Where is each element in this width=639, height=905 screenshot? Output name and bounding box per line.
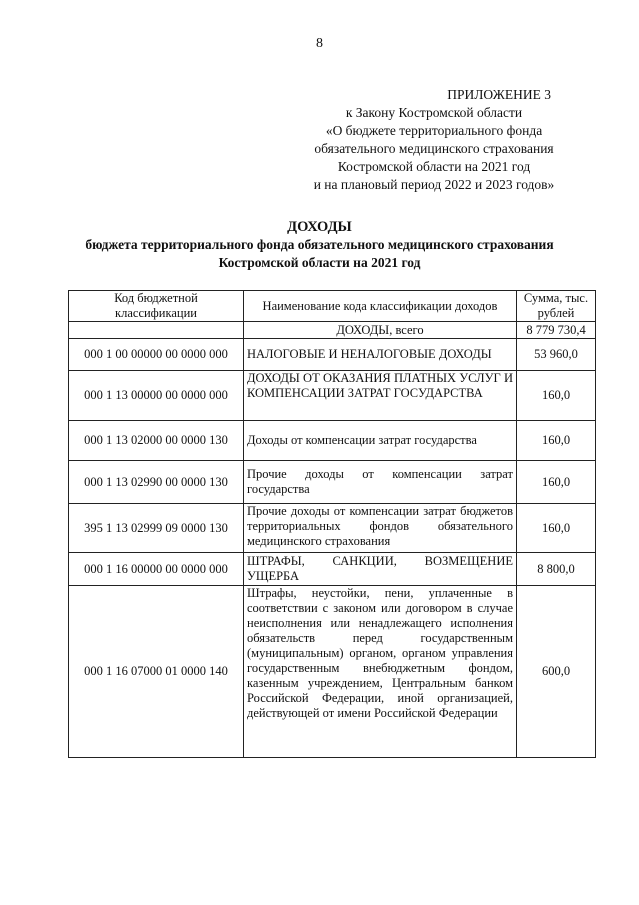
table-row (69, 553, 596, 586)
table-row-total (69, 322, 596, 339)
appendix-block (269, 86, 599, 194)
appendix-line: и на плановый период 2022 и 2023 годов» (313, 177, 555, 192)
appendix-line: Костромской области на 2021 год (337, 159, 531, 174)
heading-title: ДОХОДЫ (287, 219, 352, 235)
total-sum: 8 779 730,4 (517, 322, 596, 339)
table-row (69, 339, 596, 371)
row-name: Доходы от компенсации затрат государства (244, 421, 517, 461)
table-row (69, 461, 596, 504)
table-header-row (69, 291, 596, 322)
row-sum: 8 800,0 (517, 553, 596, 586)
row-code: 000 1 00 00000 00 0000 000 (69, 339, 244, 371)
header-name: Наименование кода классификации доходов (244, 291, 517, 322)
row-code: 000 1 13 02000 00 0000 130 (69, 421, 244, 461)
row-code: 000 1 16 07000 01 0000 140 (69, 586, 244, 758)
appendix-title: ПРИЛОЖЕНИЕ 3 (447, 87, 551, 102)
page-number: 8 (316, 36, 323, 51)
row-code: 000 1 16 00000 00 0000 000 (69, 553, 244, 586)
row-name: Штрафы, неустойки, пени, уплаченные в соответствии с законом или договором в случае неисполнения или ненадлежащего исполнения обязательств перед государственным (муниципальным) органом, органом управления государственным внебюджетным фондом, казенным учреждением, Центральным банком Российской Федерации, иной организацией, действующей от имени Российской Федерации (244, 586, 517, 758)
row-code: 395 1 13 02999 09 0000 130 (69, 504, 244, 553)
row-code: 000 1 13 02990 00 0000 130 (69, 461, 244, 504)
appendix-line: «О бюджете территориального фонда (325, 123, 543, 138)
row-sum: 160,0 (517, 371, 596, 421)
row-sum: 53 960,0 (517, 339, 596, 371)
header-sum: Сумма, тыс. рублей (517, 291, 596, 322)
heading-line: бюджета территориального фонда обязательного медицинского страхования (85, 237, 554, 252)
row-name: ШТРАФЫ, САНКЦИИ, ВОЗМЕЩЕНИЕ УЩЕРБА (244, 553, 517, 586)
row-sum: 600,0 (517, 586, 596, 758)
document-heading (0, 218, 639, 272)
row-sum: 160,0 (517, 461, 596, 504)
row-name: НАЛОГОВЫЕ И НЕНАЛОГОВЫЕ ДОХОДЫ (244, 339, 517, 371)
total-label: ДОХОДЫ, всего (244, 322, 517, 339)
table-row (69, 371, 596, 421)
table-row (69, 586, 596, 758)
appendix-line: обязательного медицинского страхования (314, 141, 554, 156)
header-code: Код бюджетной классификации (69, 291, 244, 322)
row-sum: 160,0 (517, 421, 596, 461)
income-table (68, 290, 596, 758)
row-sum: 160,0 (517, 504, 596, 553)
table-row (69, 504, 596, 553)
row-name: Прочие доходы от компенсации затрат бюджетов территориальных фондов обязательного медицинского страхования (244, 504, 517, 553)
row-name: ДОХОДЫ ОТ ОКАЗАНИЯ ПЛАТНЫХ УСЛУГ И КОМПЕНСАЦИИ ЗАТРАТ ГОСУДАРСТВА (244, 371, 517, 421)
heading-line: Костромской области на 2021 год (218, 255, 421, 270)
table-row (69, 421, 596, 461)
row-code: 000 1 13 00000 00 0000 000 (69, 371, 244, 421)
row-name: Прочие доходы от компенсации затрат государства (244, 461, 517, 504)
appendix-line: к Закону Костромской области (345, 105, 523, 120)
total-code-cell (69, 322, 244, 339)
